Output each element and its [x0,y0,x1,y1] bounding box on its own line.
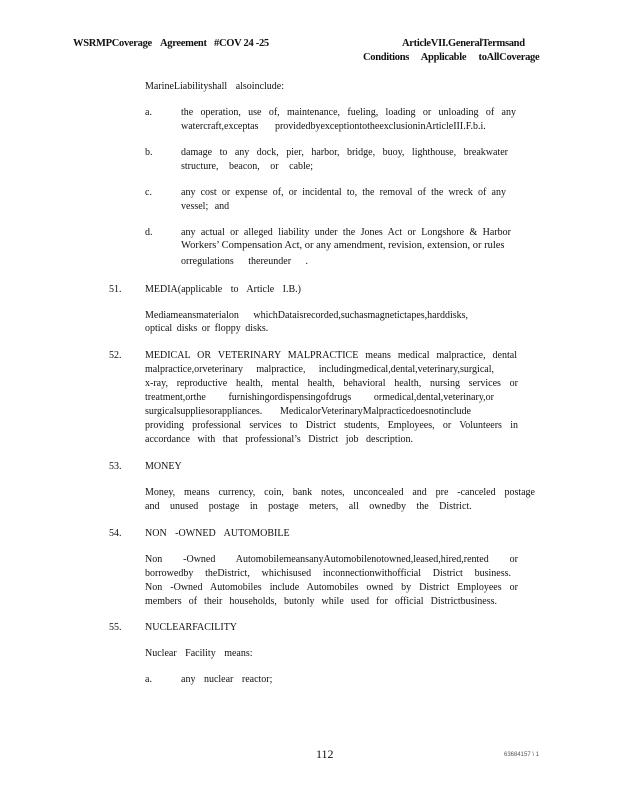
section-51-line2: optical disks or floppy disks. [145,323,269,334]
header-left: WSRMPCoverage [73,38,152,49]
item-b-line2: structure, beacon, or cable; [181,161,314,172]
section-53-title: MONEY [145,461,182,472]
section-52-line7: accordance with that professional’s District job description. [145,434,413,445]
header-agreement: Agreement [160,38,207,49]
section-52-line6: providing professional services to District students, Employees, or Volunteers in [145,420,518,431]
item-a-line2: watercraft,exceptas providedbyexceptiontotheexclusioninArticleIII.F.b.i. [181,121,486,132]
nuclear-item-letter-a: a. [145,674,152,685]
nuclear-item-a-text: any nuclear reactor; [181,674,273,685]
section-51-line1: Mediameansmaterialon whichDataisrecorded,suchasmagnetictapes,harddisks, [145,310,469,321]
section-55-number: 55. [109,622,122,633]
item-b-line1: damage to any dock, pier, harbor, bridge, buoy, lighthouse, breakwater [181,147,508,158]
header-right-line2: Conditions Applicable toAllCoverage [363,52,540,63]
item-letter-c: c. [145,187,152,198]
section-55-line1: Nuclear Facility means: [145,648,253,659]
section-52-line3: x-ray, reproductive health, mental health, behavioral health, nursing services or [145,378,518,389]
section-52-line4: treatment,orthe furnishingordispensingofdrugs ormedical,dental,veterinary,or [145,392,494,403]
section-52-line5: surgicalsuppliesorappliances. MedicalorVeterinaryMalpracticedoesnotinclude [145,406,471,417]
marine-liability-intro: MarineLiabilityshall alsoinclude: [145,81,285,92]
item-letter-a: a. [145,107,152,118]
section-52-number: 52. [109,350,122,361]
page-number: 112 [316,747,334,761]
section-54-line3: Non -Owned Automobiles include Automobiles owned by District Employees or [145,582,518,593]
section-51-title: MEDIA(applicable to Article I.B.) [145,284,302,295]
item-letter-b: b. [145,147,153,158]
header-cov: #COV 24 -25 [214,38,269,49]
item-a-line1: the operation, use of, maintenance, fueling, loading or unloading of any [181,107,516,118]
document-id: 63684157 \ 1 [504,752,540,758]
section-54-line1: Non -Owned AutomobilemeansanyAutomobilenotowned,leased,hired,rented or [145,554,518,565]
section-53-number: 53. [109,461,122,472]
header-right-line1: ArticleVII.GeneralTermsand [402,38,525,49]
section-54-line4: members of their households, butonly while used for official Districtbusiness. [145,596,497,607]
item-c-line2: vessel; and [181,201,230,212]
section-54-number: 54. [109,528,122,539]
item-d-line2: Workers’ Compensation Act, or any amendment, revision, extension, or rules [181,240,505,251]
section-54-line2: borrowedby theDistrict, whichisused inconnectionwithofficial District business. [145,568,511,579]
section-55-title: NUCLEARFACILITY [145,622,238,633]
section-53-line1: Money, means currency, coin, bank notes, unconcealed and pre -canceled postage [145,487,535,498]
section-54-title: NON -OWNED AUTOMOBILE [145,528,290,539]
item-letter-d: d. [145,227,153,238]
section-53-line2: and unused postage in postage meters, all ownedby the District. [145,501,472,512]
section-52-line1: MEDICAL OR VETERINARY MALPRACTICE means medical malpractice, dental [145,350,517,361]
section-52-line2: malpractice,orveterinary malpractice, includingmedical,dental,veterinary,surgical, [145,364,494,375]
item-d-line3: orregulations thereunder . [181,256,309,267]
section-51-number: 51. [109,284,122,295]
item-d-line1: any actual or alleged liability under the Jones Act or Longshore & Harbor [181,227,511,238]
item-c-line1: any cost or expense of, or incidental to, the removal of the wreck of any [181,187,506,198]
